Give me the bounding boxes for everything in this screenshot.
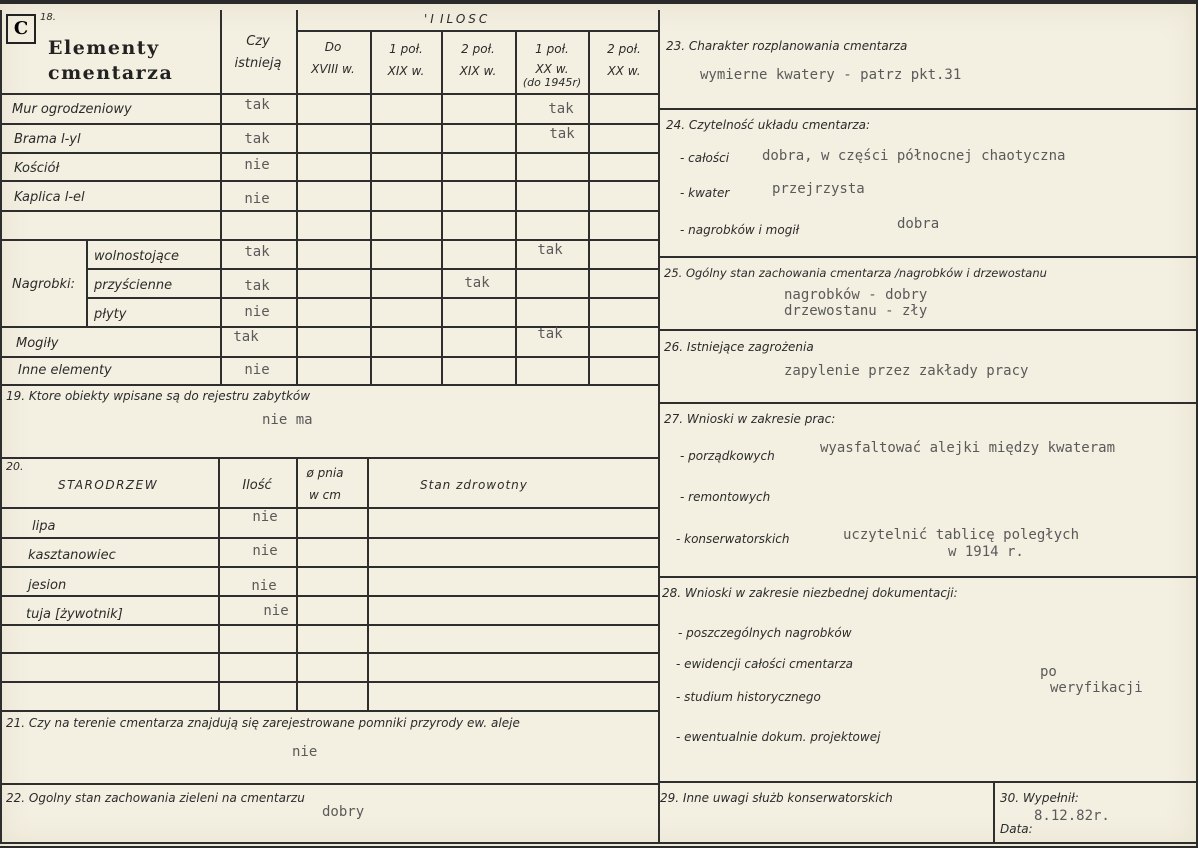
s22-value: dobry [322,804,365,820]
row-label-brama: Brama l-yl [14,132,81,147]
period-5-line2: XX w. [607,64,641,78]
s28-label: 28. Wnioski w zakresie niezbednej dokumentacji: [662,586,958,600]
period-3-line2: XIX w. [459,64,497,78]
nagrobki-wolnostojace-exists: tak [244,244,270,260]
s26-value: zapylenie przez zakłady pracy [784,363,1029,379]
nagrobki-przyscienne: przyścienne [94,278,173,293]
header-ilosc-prefix: 'I [424,12,437,26]
title-line2: cmentarza [48,62,174,84]
s25-value1: nagrobków - dobry [784,287,928,303]
s27-kons-value1: uczytelnić tablicę poległych [843,527,1080,543]
s28-item1: - poszczególnych nagrobków [678,626,852,640]
s27-kons-label: - konserwatorskich [676,532,790,546]
s23-label: 23. Charakter rozplanowania cmentarza [666,39,908,53]
s27-rem-label: - remontowych [680,490,771,504]
period-2-line2: XIX w. [387,64,425,78]
tree-3-qty: nie [251,578,277,594]
record-card [0,4,1196,846]
period-2-line1: 1 poł. [389,42,423,56]
nagrobki-wolnostojace: wolnostojące [94,249,179,264]
s28-item4: - ewentualnie dokum. projektowej [676,730,881,744]
row-mark-brama: tak [549,126,575,142]
mogily-exists: tak [233,329,259,345]
s28-value2: weryfikacji [1050,680,1143,696]
row-exists-kosciol: nie [244,157,270,173]
row-exists-mur: tak [244,97,270,113]
s20-num: 20. [6,460,24,473]
header-czy: Czy [246,34,270,49]
card-number: 18. [40,12,56,23]
s24-nagrobkow-value: dobra [897,216,940,232]
s27-label: 27. Wnioski w zakresie prac: [664,412,836,426]
s20-header-diam1: ø pnia [306,466,344,480]
s24-kwater-value: przejrzysta [772,181,865,197]
s28-item2: - ewidencji całości cmentarza [676,657,854,671]
nagrobki-przyscienne-exists: tak [244,278,270,294]
tree-2-qty: nie [252,543,278,559]
s21-label: 21. Czy na terenie cmentarza znajdują się zarejestrowane pomniki przyrody ew. aleje [6,716,520,730]
s19-label: 19. Ktore obiekty wpisane są do rejestru zabytków [6,389,311,403]
nagrobki-przyscienne-mark: tak [464,275,490,291]
s23-value: wymierne kwatery - patrz pkt.31 [700,67,962,83]
period-1-line2: XVIII w. [311,62,355,76]
period-4-line2: XX w. [535,62,569,76]
row-label-mur: Mur ogrodzeniowy [12,102,132,117]
s30-label: 30. Wypełnił: [1000,791,1079,805]
period-4-line1: 1 poł. [535,42,569,56]
card-letter: C [6,14,36,44]
s27-porz-label: - porządkowych [680,449,775,463]
nagrobki-wolnostojace-mark: tak [537,242,563,258]
s27-porz-value: wyasfaltować alejki między kwateram [820,440,1116,456]
s24-nagrobkow-label: - nagrobków i mogił [680,223,800,237]
header-istnieja: istnieją [234,56,282,71]
s20-header-health: Stan zdrowotny [420,478,528,492]
tree-3-name: jesion [28,578,67,593]
inne-exists: nie [244,362,270,378]
header-ilosc: ILOSC [440,12,491,26]
s30-date-label: Data: [1000,822,1033,836]
s28-value1: po [1040,664,1057,680]
s25-value2: drzewostanu - zły [784,303,928,319]
s27-kons-value2: w 1914 r. [948,544,1024,560]
s30-date-value: 8.12.82r. [1034,808,1110,824]
nagrobki-plyty-exists: nie [244,304,270,320]
s26-label: 26. Istniejące zagrożenia [664,340,814,354]
s20-header-qty: Ilość [242,478,272,493]
s24-label: 24. Czytelność układu cmentarza: [666,118,871,132]
mogily-mark: tak [537,326,563,342]
s19-value: nie ma [262,412,313,428]
s24-calosci-value: dobra, w części północnej chaotyczna [762,148,1066,164]
period-5-line1: 2 poł. [607,42,641,56]
row-mark-mur: tak [548,101,574,117]
s21-value: nie [292,744,318,760]
period-4-line3: (do 1945r) [522,76,582,89]
tree-1-qty: nie [252,509,278,525]
period-1-line1: Do [324,40,342,54]
nagrobki-label: Nagrobki: [12,277,76,292]
s25-label: 25. Ogólny stan zachowania cmentarza /nagrobków i drzewostanu [664,266,1047,280]
row-label-kaplica: Kaplica l-el [14,190,85,205]
row-exists-brama: tak [244,131,270,147]
tree-2-name: kasztanowiec [28,548,116,563]
s28-item3: - studium historycznego [676,690,821,704]
tree-4-qty: nie [263,603,289,619]
row-label-kosciol: Kościół [14,161,60,176]
s24-calosci-label: - całości [680,151,730,165]
row-exists-kaplica: nie [244,191,270,207]
s20-header-diam2: w cm [309,488,341,502]
title-line1: Elementy [48,37,160,59]
s29-label: 29. Inne uwagi służb konserwatorskich [660,791,893,805]
tree-1-name: lipa [32,519,56,534]
s22-label: 22. Ogolny stan zachowania zieleni na cmentarzu [6,791,305,805]
mogily-label: Mogiły [16,336,59,351]
s24-kwater-label: - kwater [680,186,730,200]
s20-header-name: STARODRZEW [58,478,159,492]
inne-label: Inne elementy [18,363,112,378]
period-3-line1: 2 poł. [461,42,495,56]
tree-4-name: tuja [żywotnik] [26,607,123,622]
nagrobki-plyty: płyty [94,307,127,322]
